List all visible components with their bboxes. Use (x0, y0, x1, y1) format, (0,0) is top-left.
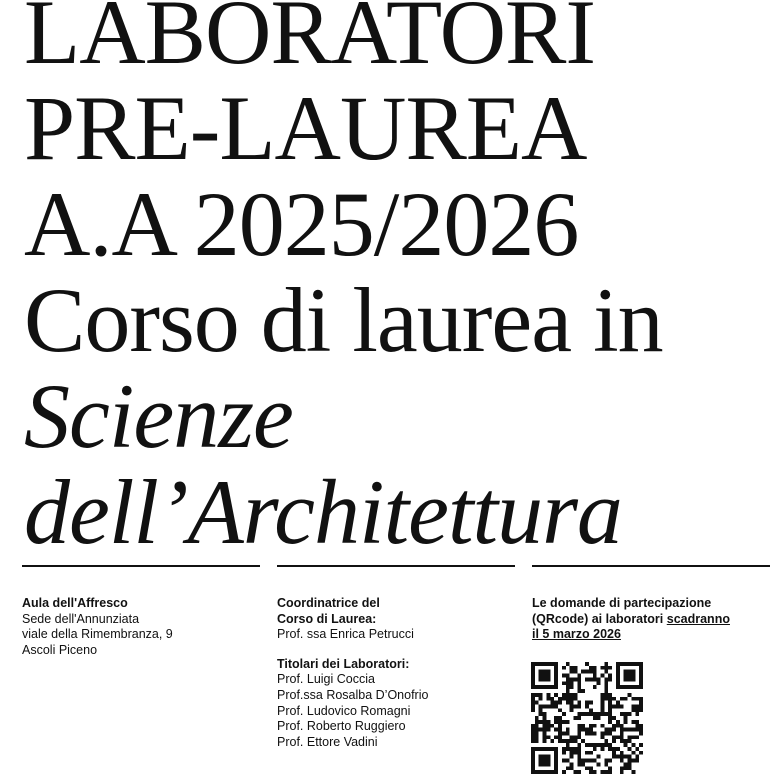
title-line-scienze: Scienze (24, 365, 293, 467)
holder-5: Prof. Ettore Vadini (277, 734, 378, 749)
deadline-line-1: Le domande di partecipazione (532, 596, 712, 610)
title-line-pre-laurea: PRE-LAUREA (24, 77, 587, 179)
holder-3: Prof. Ludovico Romagni (277, 703, 411, 718)
divider-left (22, 565, 260, 567)
holder-4: Prof. Roberto Ruggiero (277, 719, 406, 734)
people-column (277, 596, 515, 750)
coordinator-heading-2: Corso di Laurea: (277, 611, 377, 626)
holder-2: Prof.ssa Rosalba D’Onofrio (277, 687, 429, 702)
divider-middle (277, 565, 515, 567)
deadline-column (532, 596, 776, 643)
title-line-academic-year: A.A 2025/2026 (24, 173, 579, 275)
venue-city: Ascoli Piceno (22, 642, 98, 657)
venue-building: Sede dell'Annunziata (22, 611, 140, 626)
title-line-degree-course: Corso di laurea in (24, 269, 663, 371)
deadline-link-scadranno[interactable]: scadranno (666, 611, 730, 626)
holders-heading: Titolari dei Laboratori: (277, 656, 410, 671)
holder-1: Prof. Luigi Coccia (277, 672, 375, 687)
qr-code-icon[interactable] (531, 662, 643, 774)
coordinator-heading-1: Coordinatrice del (277, 596, 380, 610)
deadline-line-2-text: (QRcode) ai laboratori (532, 611, 667, 626)
title-line-laboratori: LABORATORI (24, 0, 596, 83)
deadline-line-2 (532, 612, 776, 628)
venue-column (22, 596, 260, 658)
venue-street: viale della Rimembranza, 9 (22, 627, 173, 642)
title-line-architettura: dell’Architettura (24, 461, 622, 563)
deadline-date-link[interactable]: il 5 marzo 2026 (532, 627, 621, 642)
coordinator-name: Prof. ssa Enrica Petrucci (277, 627, 414, 642)
divider-right (532, 565, 770, 567)
venue-name: Aula dell'Affresco (22, 596, 128, 610)
poster-title (24, 0, 774, 563)
